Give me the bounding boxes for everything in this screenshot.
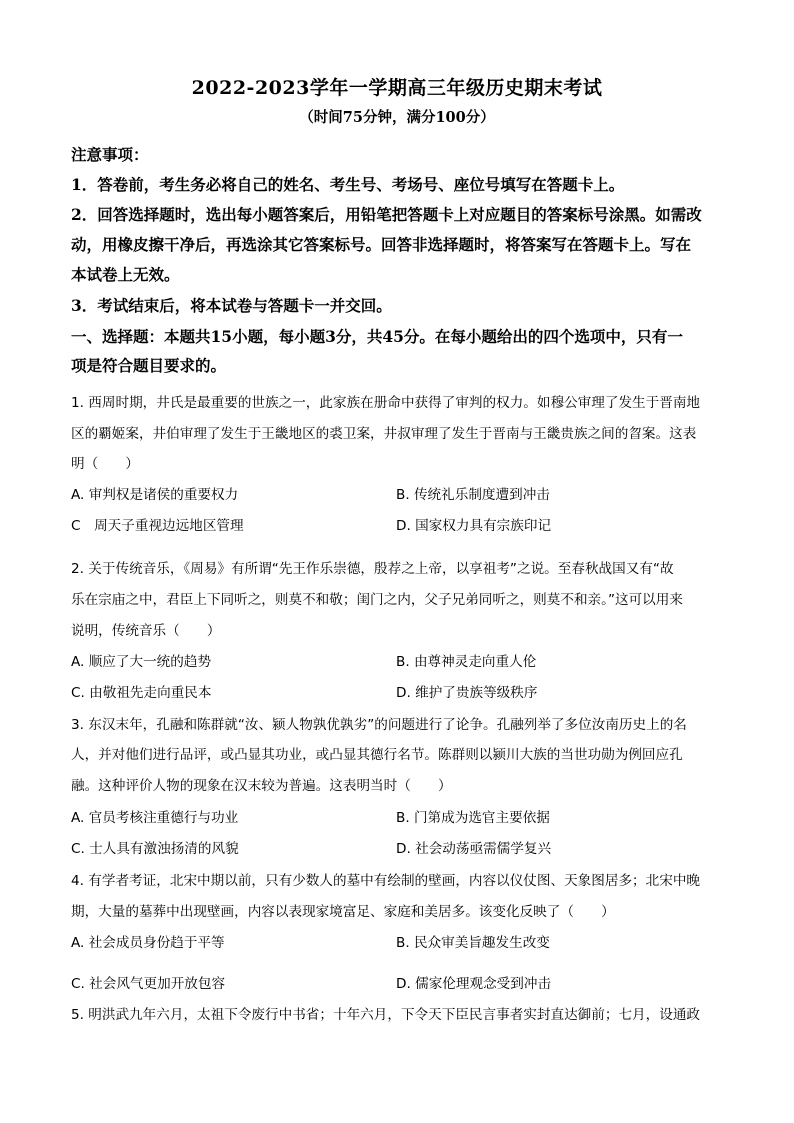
question-1-line-1: 1. 西周时期，井氏是最重要的世族之一，此家族在册命中获得了审判的权力。如穆公审理了发生于晋南地 [71,395,701,411]
question-3-option-b: B. 门第成为选官主要依据 [396,810,550,826]
question-3-option-c: C. 士人具有激浊扬清的风貌 [71,841,239,857]
page-subtitle: （时间75分钟，满分100分） [299,109,495,126]
question-2-line-1: 2. 关于传统音乐，《周易》有所谓“先王作乐崇德，殷荐之上帝，以享祖考”之说。至春秋战国又有“故 [71,561,674,577]
question-4-line-1: 4. 有学者考证，北宋中期以前，只有少数人的墓中有绘制的壁画，内容以仪仗图、天象图居多；北宋中晚 [71,873,701,889]
question-1-option-c: C 周天子重视边远地区管理 [71,518,244,534]
question-4-option-c: C. 社会风气更加开放包容 [71,976,226,992]
question-1-option-b: B. 传统礼乐制度遭到冲击 [396,487,550,503]
notice-item-1: 1．答卷前，考生务必将自己的姓名、考生号、考场号、座位号填写在答题卡上。 [71,175,625,194]
question-3-option-d: D. 社会动荡亟需儒学复兴 [396,841,552,857]
question-2-line-2: 乐在宗庙之中，君臣上下同听之，则莫不和敬；闺门之内，父子兄弟同听之，则莫不和亲。”这可以用来 [71,592,683,608]
section-header-line-1: 一、选择题：本题共15小题，每小题3分，共45分。在每小题给出的四个选项中，只有一 [71,327,683,346]
question-4-line-2: 期，大量的墓葬中出现壁画，内容以表现家境富足、家庭和美居多。该变化反映了（ ） [71,904,615,920]
question-4-option-b: B. 民众审美旨趣发生改变 [396,935,550,951]
question-5-line-1: 5. 明洪武九年六月，太祖下令废行中书省；十年六月，下令天下臣民言事者实封直达御前；七月，设通政 [71,1007,701,1023]
question-1-line-2: 区的覇姬案，井伯审理了发生于王畿地区的裘卫案，井叔审理了发生于晋南与王畿贵族之间的曶案。这表 [71,426,697,442]
question-2-option-d: D. 维护了贵族等级秩序 [396,685,538,701]
notice-item-3: 3．考试结束后，将本试卷与答题卡一并交回。 [71,296,392,315]
question-3-line-2: 人，并对他们进行品评，或凸显其功业，或凸显其德行名节。陈群则以颍川大族的当世功勋为例回应孔 [71,747,683,763]
question-4-option-a: A. 社会成员身份趋于平等 [71,935,225,951]
notice-item-2-line-2: 动，用橡皮擦干净后，再选涂其它答案标号。回答非选择题时，将答案写在答题卡上。写在 [71,235,692,254]
question-1-line-3: 明（ ） [71,456,139,472]
question-4-option-d: D. 儒家伦理观念受到冲击 [396,976,552,992]
question-2-option-b: B. 由尊神灵走向重人伦 [396,654,537,670]
notice-item-2-line-1: 2．回答选择题时，选出每小题答案后，用铅笔把答题卡上对应题目的答案标号涂黑。如需改 [71,205,702,224]
question-3-line-3: 融。这种评价人物的现象在汉末较为普遍。这表明当时（ ） [71,778,452,794]
question-1-option-a: A. 审判权是诸侯的重要权力 [71,487,239,503]
notice-item-2-line-3: 本试卷上无效。 [71,265,180,284]
page-title: 2022-2023学年一学期高三年级历史期末考试 [191,77,603,99]
section-header-line-2: 项是符合题目要求的。 [71,356,227,375]
question-2-option-c: C. 由敬祖先走向重民本 [71,685,212,701]
question-1-option-d: D. 国家权力具有宗族印记 [396,518,552,534]
question-3-option-a: A. 官员考核注重德行与功业 [71,810,239,826]
question-2-option-a: A. 顺应了大一统的趋势 [71,654,212,670]
question-3-line-1: 3. 东汉末年，孔融和陈群就“汝、颍人物孰优孰劣”的问题进行了论争。孔融列举了多位汝南历史上的名 [71,717,687,733]
question-2-line-3: 说明，传统音乐（ ） [71,623,221,639]
notice-heading: 注意事项： [71,145,149,164]
